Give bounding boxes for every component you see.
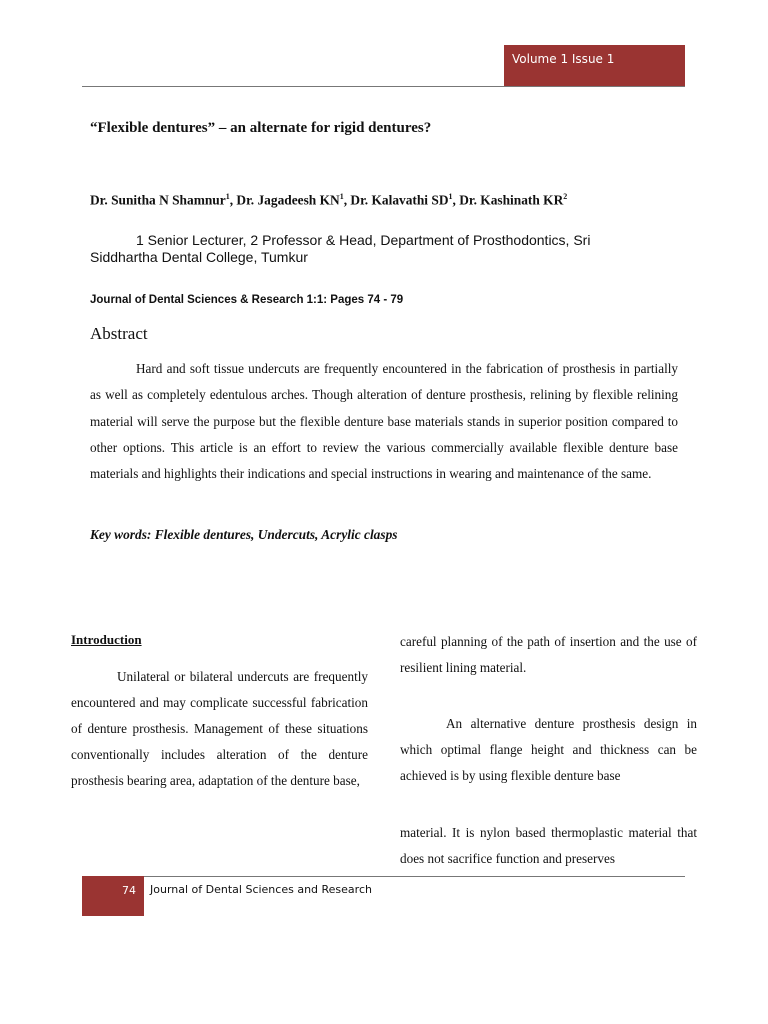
author-affiliation-mark: 1 bbox=[225, 192, 230, 201]
author-name: Dr. Kashinath KR bbox=[459, 192, 564, 208]
abstract-heading: Abstract bbox=[90, 324, 148, 343]
author-affiliation-mark: 1 bbox=[339, 192, 344, 201]
page-number: 74 bbox=[122, 884, 136, 897]
author-list: Dr. Sunitha N Shamnur$^1$, Dr. Jagadeesh $KN^1$, Dr. Kalavathi $SD^1$, Dr. Kashinath $KR^2$ bbox=[90, 192, 568, 208]
introduction-heading: Introduction bbox=[71, 632, 142, 647]
author-name: Dr. Sunitha N Shamnur bbox=[90, 192, 226, 208]
journal-citation: Journal of Dental Sciences & Research 1:1: Pages 74 - 79 bbox=[90, 294, 404, 306]
abstract-text: Hard and soft tissue undercuts are frequently encountered in the fabrication of prosthesis in partially as well as completely edentulous arches. Though alteration of denture prosthesis, relining by flexible relining material will serve the purpose but the flexible denture base materials stands in superior position compared to other options. This article is an effort to review the various commercially available flexible denture base materials and highlights their indications and special instructions in wearing and maintenance of the same. bbox=[90, 361, 678, 482]
page-number-badge bbox=[82, 876, 144, 916]
keywords: Key words: Flexible dentures, Undercuts, Acrylic clasps bbox=[90, 527, 398, 542]
introduction-right-paragraph-1: careful planning of the path of insertion and the use of resilient lining material. bbox=[400, 634, 697, 675]
author-affiliation-mark: 1 bbox=[448, 192, 453, 201]
footer-rule bbox=[82, 876, 685, 877]
introduction-right-paragraph-2: An alternative denture prosthesis design in which optimal flange height and thickness can be achieved is by using flexible denture base bbox=[400, 716, 697, 783]
volume-issue-badge bbox=[504, 45, 685, 87]
author-name: Dr. Kalavathi SD bbox=[350, 192, 449, 208]
introduction-left-column: Unilateral or bilateral undercuts are frequently encountered and may complicate successful fabrication of denture prosthesis. Management of these situations conventionally includes alteration of the denture prosthesis bearing area, adaptation of the denture base, bbox=[71, 669, 368, 788]
footer-journal-name: Journal of Dental Sciences and Research bbox=[150, 883, 372, 896]
author-name: Dr. Jagadeesh KN bbox=[236, 192, 340, 208]
volume-issue-label: Volume 1 Issue 1 bbox=[512, 52, 615, 66]
author-affiliation: 1 Senior Lecturer, 2 Professor & Head, Department of Prosthodontics, Sri Siddhartha Dental College, Tumkur bbox=[90, 232, 591, 265]
header-rule bbox=[82, 86, 685, 87]
article-title: “Flexible dentures” – an alternate for rigid dentures? bbox=[90, 120, 432, 136]
introduction-right-paragraph-3: material. It is nylon based thermoplastic material that does not sacrifice function and preserves bbox=[400, 825, 697, 866]
author-affiliation-mark: 2 bbox=[563, 192, 568, 201]
